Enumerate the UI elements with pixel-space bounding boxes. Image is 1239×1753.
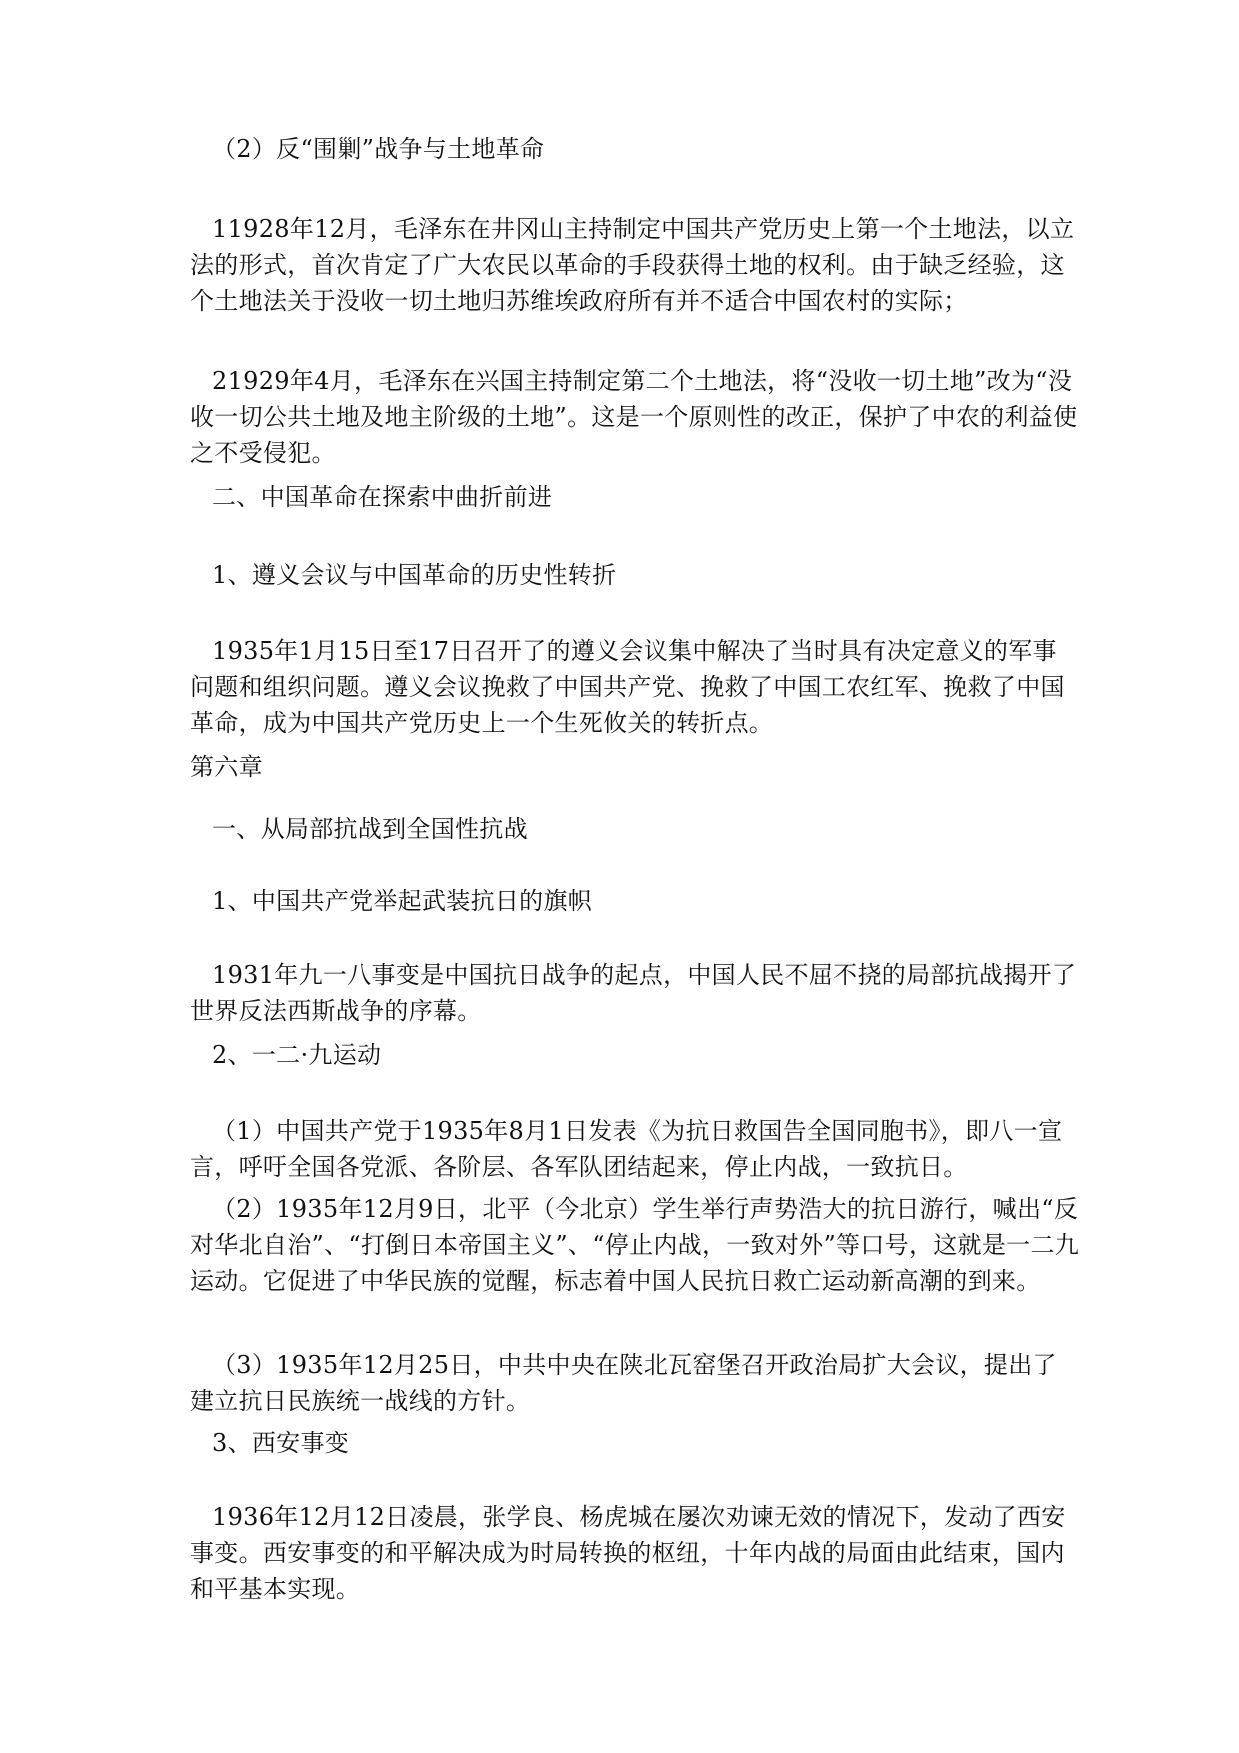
subsection-heading: 2、一二·九运动: [212, 1041, 382, 1069]
subsection-heading: 1、遵义会议与中国革命的历史性转折: [212, 561, 617, 589]
paragraph: （1）中国共产党于1935年8月1日发表《为抗日救国告全国同胞书》，即八一宣言，呼吁全国各党派、各阶层、各军队团结起来，停止内战，一致抗日。: [190, 1117, 1063, 1181]
paragraph: 11928年12月，毛泽东在井冈山主持制定中国共产党历史上第一个土地法，以立法的形式，首次肯定了广大农民以革命的手段获得土地的权利。由于缺乏经验，这个土地法关于没收一切土地归苏维埃政府所有并不适合中国农村的实际；: [190, 215, 1075, 315]
section-heading: 一、从局部抗战到全国性抗战: [212, 815, 528, 843]
subsection-heading: 1、中国共产党举起武装抗日的旗帜: [212, 887, 593, 915]
chapter-heading: 第六章: [190, 753, 263, 781]
paragraph: 1931年九一八事变是中国抗日战争的起点，中国人民不屈不挠的局部抗战揭开了世界反法西斯战争的序幕。: [190, 961, 1077, 1025]
paragraph: 1936年12月12日凌晨，张学良、杨虎城在屡次劝谏无效的情况下，发动了西安事变。西安事变的和平解决成为时局转换的枢纽，十年内战的局面由此结束，国内和平基本实现。: [190, 1503, 1066, 1603]
section-heading: 二、中国革命在探索中曲折前进: [212, 483, 553, 511]
paragraph: 1935年1月15日至17日召开了的遵义会议集中解决了当时具有决定意义的军事问题和组织问题。遵义会议挽救了中国共产党、挽救了中国工农红军、挽救了中国革命，成为中国共产党历史上一个生死攸关的转折点。: [190, 637, 1065, 737]
subsection-heading: 3、西安事变: [212, 1429, 350, 1457]
subsection-heading: （2）反“围剿”战争与土地革命: [212, 135, 545, 163]
paragraph: 21929年4月，毛泽东在兴国主持制定第二个土地法，将“没收一切土地”改为“没收一切公共土地及地主阶级的土地”。这是一个原则性的改正，保护了中农的利益使之不受侵犯。: [190, 367, 1078, 467]
paragraph: （2）1935年12月9日，北平（今北京）学生举行声势浩大的抗日游行，喊出“反对华北自治”、“打倒日本帝国主义”、“停止内战，一致对外”等口号，这就是一二九运动。它促进了中华民族的觉醒，标志着中国人民抗日救亡运动新高潮的到来。: [190, 1195, 1080, 1295]
paragraph: （3）1935年12月25日，中共中央在陕北瓦窑堡召开政治局扩大会议，提出了建立抗日民族统一战线的方针。: [190, 1351, 1057, 1415]
